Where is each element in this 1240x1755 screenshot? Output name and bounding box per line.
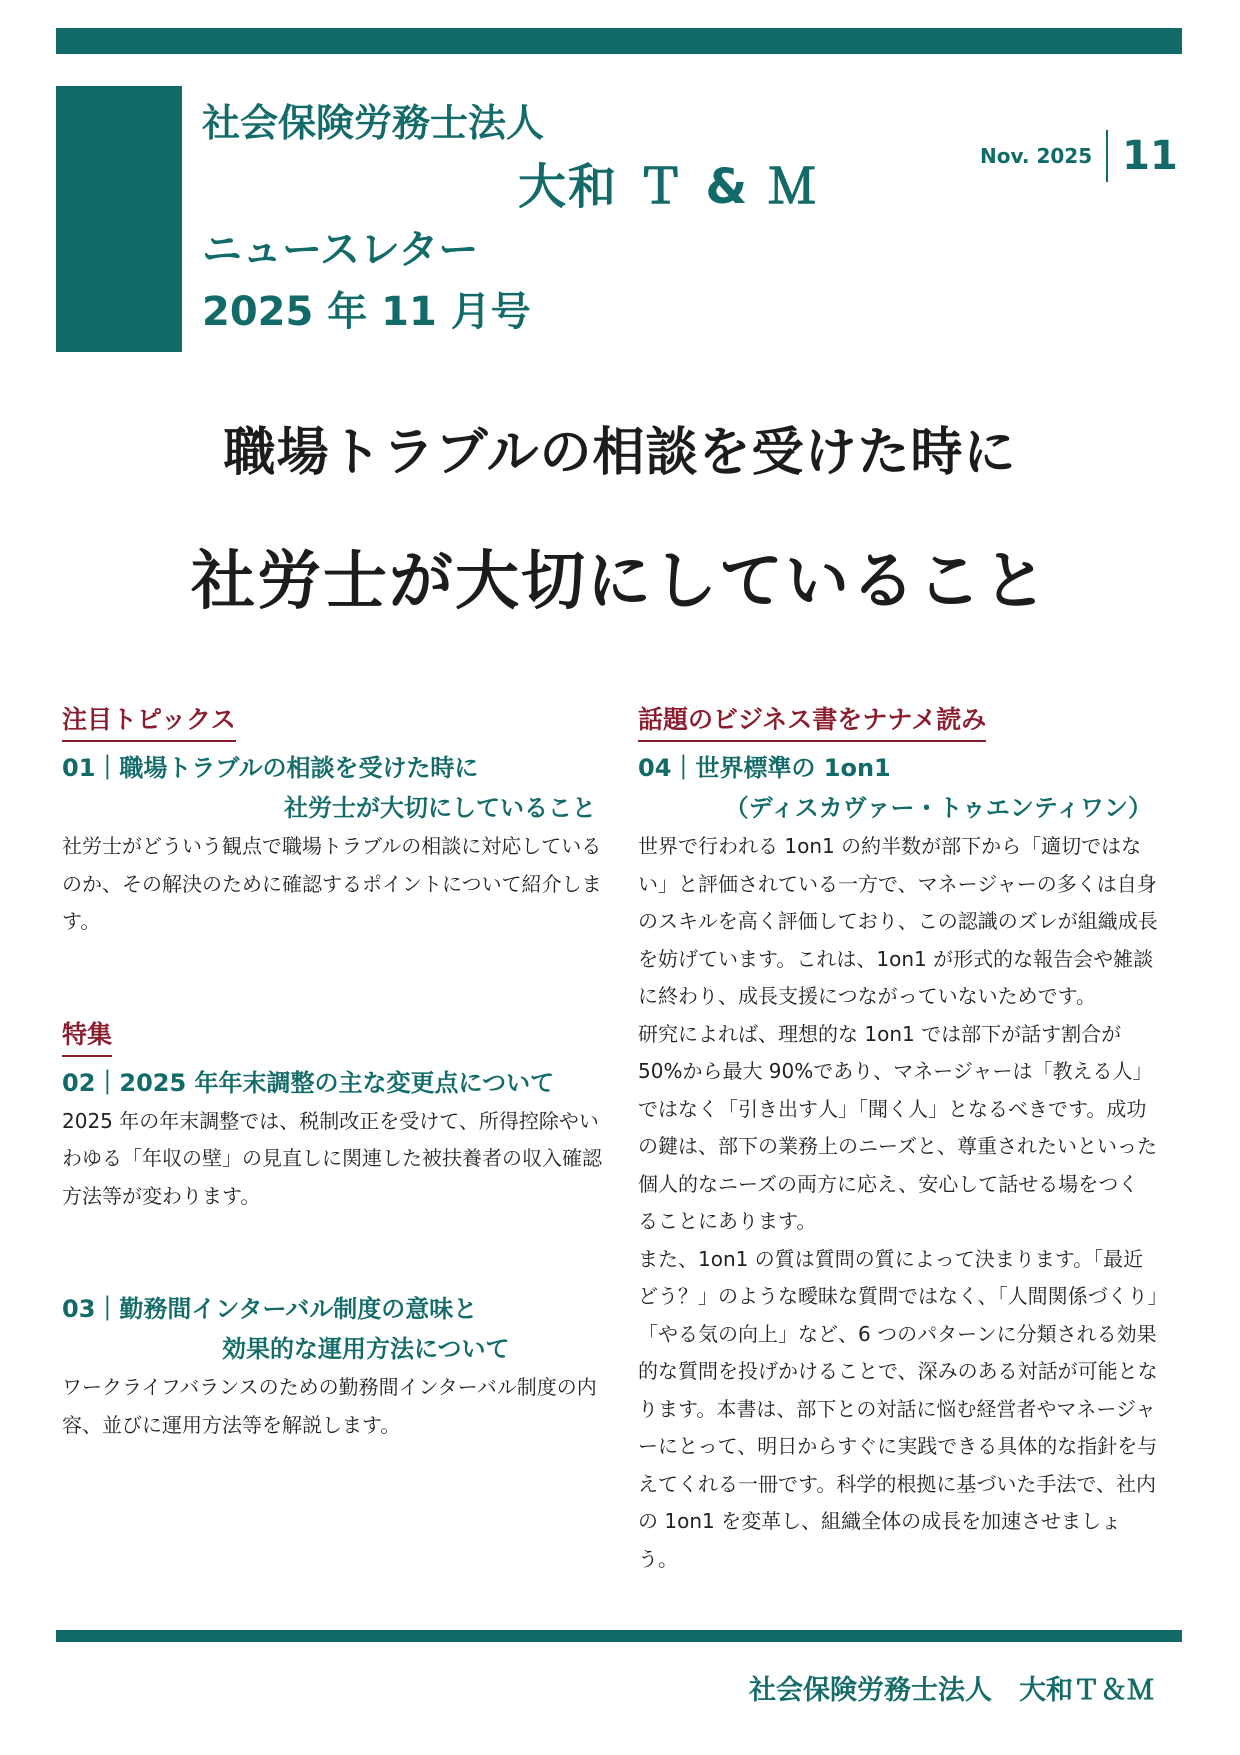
book-review-heading: 話題のビジネス書をナナメ読み — [638, 700, 986, 742]
header-issue-label: 2025 年 11 月号 — [202, 289, 531, 335]
left-column — [62, 700, 602, 1444]
item1-body: 社労士がどういう観点で職場トラブルの相談に対応しているのか、その解決のために確認するポイントについて紹介します。 — [62, 834, 602, 933]
right-column — [638, 700, 1158, 1578]
main-title-line1: 職場トラブルの相談を受けた時に — [223, 423, 1017, 483]
item1-title-line2: 社労士が大切にしていること — [284, 794, 596, 822]
header-firm-name: 大和 Ｔ & Ｍ — [518, 159, 818, 215]
item3-body: ワークライフバランスのための勤務間インターバル制度の内容、並びに運用方法等を解説します。 — [62, 1375, 597, 1437]
item4-title-line1: 04｜世界標準の 1on1 — [638, 754, 891, 782]
item1-title — [62, 748, 602, 828]
item2-title: 02｜2025 年年末調整の主な変更点について — [62, 1068, 555, 1097]
item4-title — [638, 748, 1158, 828]
item3-title — [62, 1289, 602, 1369]
item4-paragraph-1: 世界で行われる 1on1 の約半数が部下から「適切ではない」と評価されている一方で、マネージャーの多くは自身のスキルを高く評価しており、この認識のズレが組織成長を妨げています。これは、1on1 が形式的な報告会や雑談に終わり、成長支援につながっていないためです。 — [638, 834, 1158, 1008]
header-accent-block — [56, 86, 182, 352]
item3-title-line2: 効果的な運用方法について — [222, 1335, 510, 1363]
item4-paragraph-3: また、1on1 の質は質問の質によって決まります。「最近どう？」のような曖昧な質問ではなく、「人間関係づくり」「やる気の向上」など、6 つのパターンに分類される効果的な質問を投げかけることで、深みのある対話が可能となります。本書は、部下との対話に悩む経営者やマネージャーにとって、明日からすぐに実践できる具体的な指針を与えてくれる一冊です。科学的根拠に基づいた手法で、社内の 1on1 を変革し、組織全体の成長を加速させましょう。 — [638, 1246, 1158, 1571]
feature-heading: 特集 — [62, 1015, 112, 1057]
header-newsletter-label: ニュースレター — [202, 227, 479, 273]
item3-title-line1: 03｜勤務間インターバル制度の意味と — [62, 1295, 478, 1323]
issue-date-box — [980, 130, 1178, 182]
topics-heading: 注目トピックス — [62, 700, 236, 742]
main-title-line2: 社労士が大切にしていること — [191, 545, 1049, 619]
issue-date: Nov. 2025 — [980, 144, 1093, 168]
item4-paragraph-2: 研究によれば、理想的な 1on1 では部下が話す割合が 50%から最大 90%であり、マネージャーは「教える人」ではなく「引き出す人」「聞く人」となるべきです。成功の鍵は、部下の業務上のニーズと、尊重されたいといった個人的なニーズの両方に応え、安心して話せる場をつくることにあります。 — [638, 1021, 1157, 1233]
item1-title-line1: 01｜職場トラブルの相談を受けた時に — [62, 754, 479, 782]
header-org-name: 社会保険労務士法人 — [202, 101, 545, 145]
footer-org-name: 社会保険労務士法人 大和Ｔ＆Ｍ — [749, 1675, 1154, 1706]
issue-number: 11 — [1122, 133, 1178, 179]
item4-title-line2: （ディスカヴァー・トゥエンティワン） — [724, 794, 1152, 822]
bottom-accent-bar — [56, 1630, 1182, 1642]
top-accent-bar — [56, 28, 1182, 54]
item4-body — [638, 828, 1158, 1578]
item2-body: 2025 年の年末調整では、税制改正を受けて、所得控除やいわゆる「年収の壁」の見直しに関連した被扶養者の収入確認方法等が変わります。 — [62, 1108, 602, 1208]
